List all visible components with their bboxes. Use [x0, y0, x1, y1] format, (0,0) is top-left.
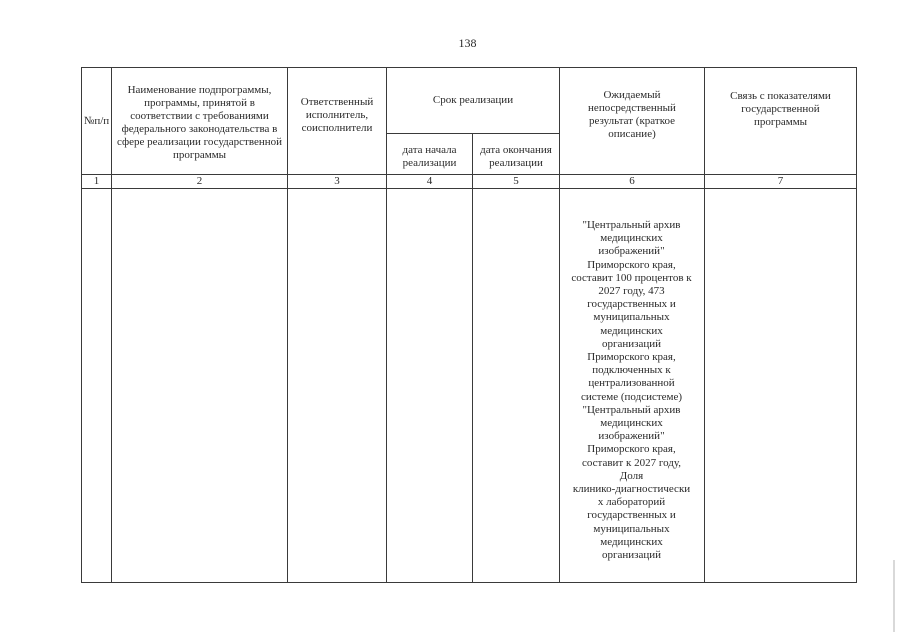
scan-edge-mark — [893, 560, 895, 632]
header-result: Ожидаемый непосредственный результат (краткое описание) — [588, 89, 676, 140]
column-numbers-bottom-border — [81, 188, 857, 189]
column-number-4: 4 — [426, 175, 433, 187]
column-number-2: 2 — [196, 175, 203, 187]
header-link: Связь с показателями государственной программы — [730, 89, 831, 128]
header-start-date: дата начала реализации — [402, 144, 457, 169]
expected-result-cell: "Центральный архив медицинских изображений" Приморского края, составит 100 процентов к 2027 году, 473 государственных и муниципальных медицинских организаций Приморского края, подключенных к централизованной системе (подсистеме) "Центральный архив медицинских изображений" Приморского края, составит к 2027 году, Доля клинико-диагностически х лабораторий государственных и муниципальных медицинских организаций — [571, 219, 692, 562]
col-border-4 — [472, 133, 473, 583]
header-name: Наименование подпрограммы, программы, принятой в соответствии с требованиями федерального законодательства в сфере реализации государственной программы — [116, 84, 283, 161]
header-period: Срок реализации — [432, 94, 514, 106]
column-number-7: 7 — [777, 175, 784, 187]
header-num: №п/п — [83, 114, 110, 127]
column-number-1: 1 — [93, 175, 100, 187]
column-number-3: 3 — [334, 175, 340, 187]
header-end-date: дата окончания реализации — [480, 144, 552, 169]
header-executor: Ответственный исполнитель, соисполнители — [300, 95, 374, 134]
col-border-right — [856, 67, 857, 583]
table-bottom-border — [81, 582, 857, 583]
column-number-5: 5 — [513, 175, 519, 187]
page-number: 138 — [458, 36, 477, 50]
column-number-6: 6 — [629, 175, 635, 187]
